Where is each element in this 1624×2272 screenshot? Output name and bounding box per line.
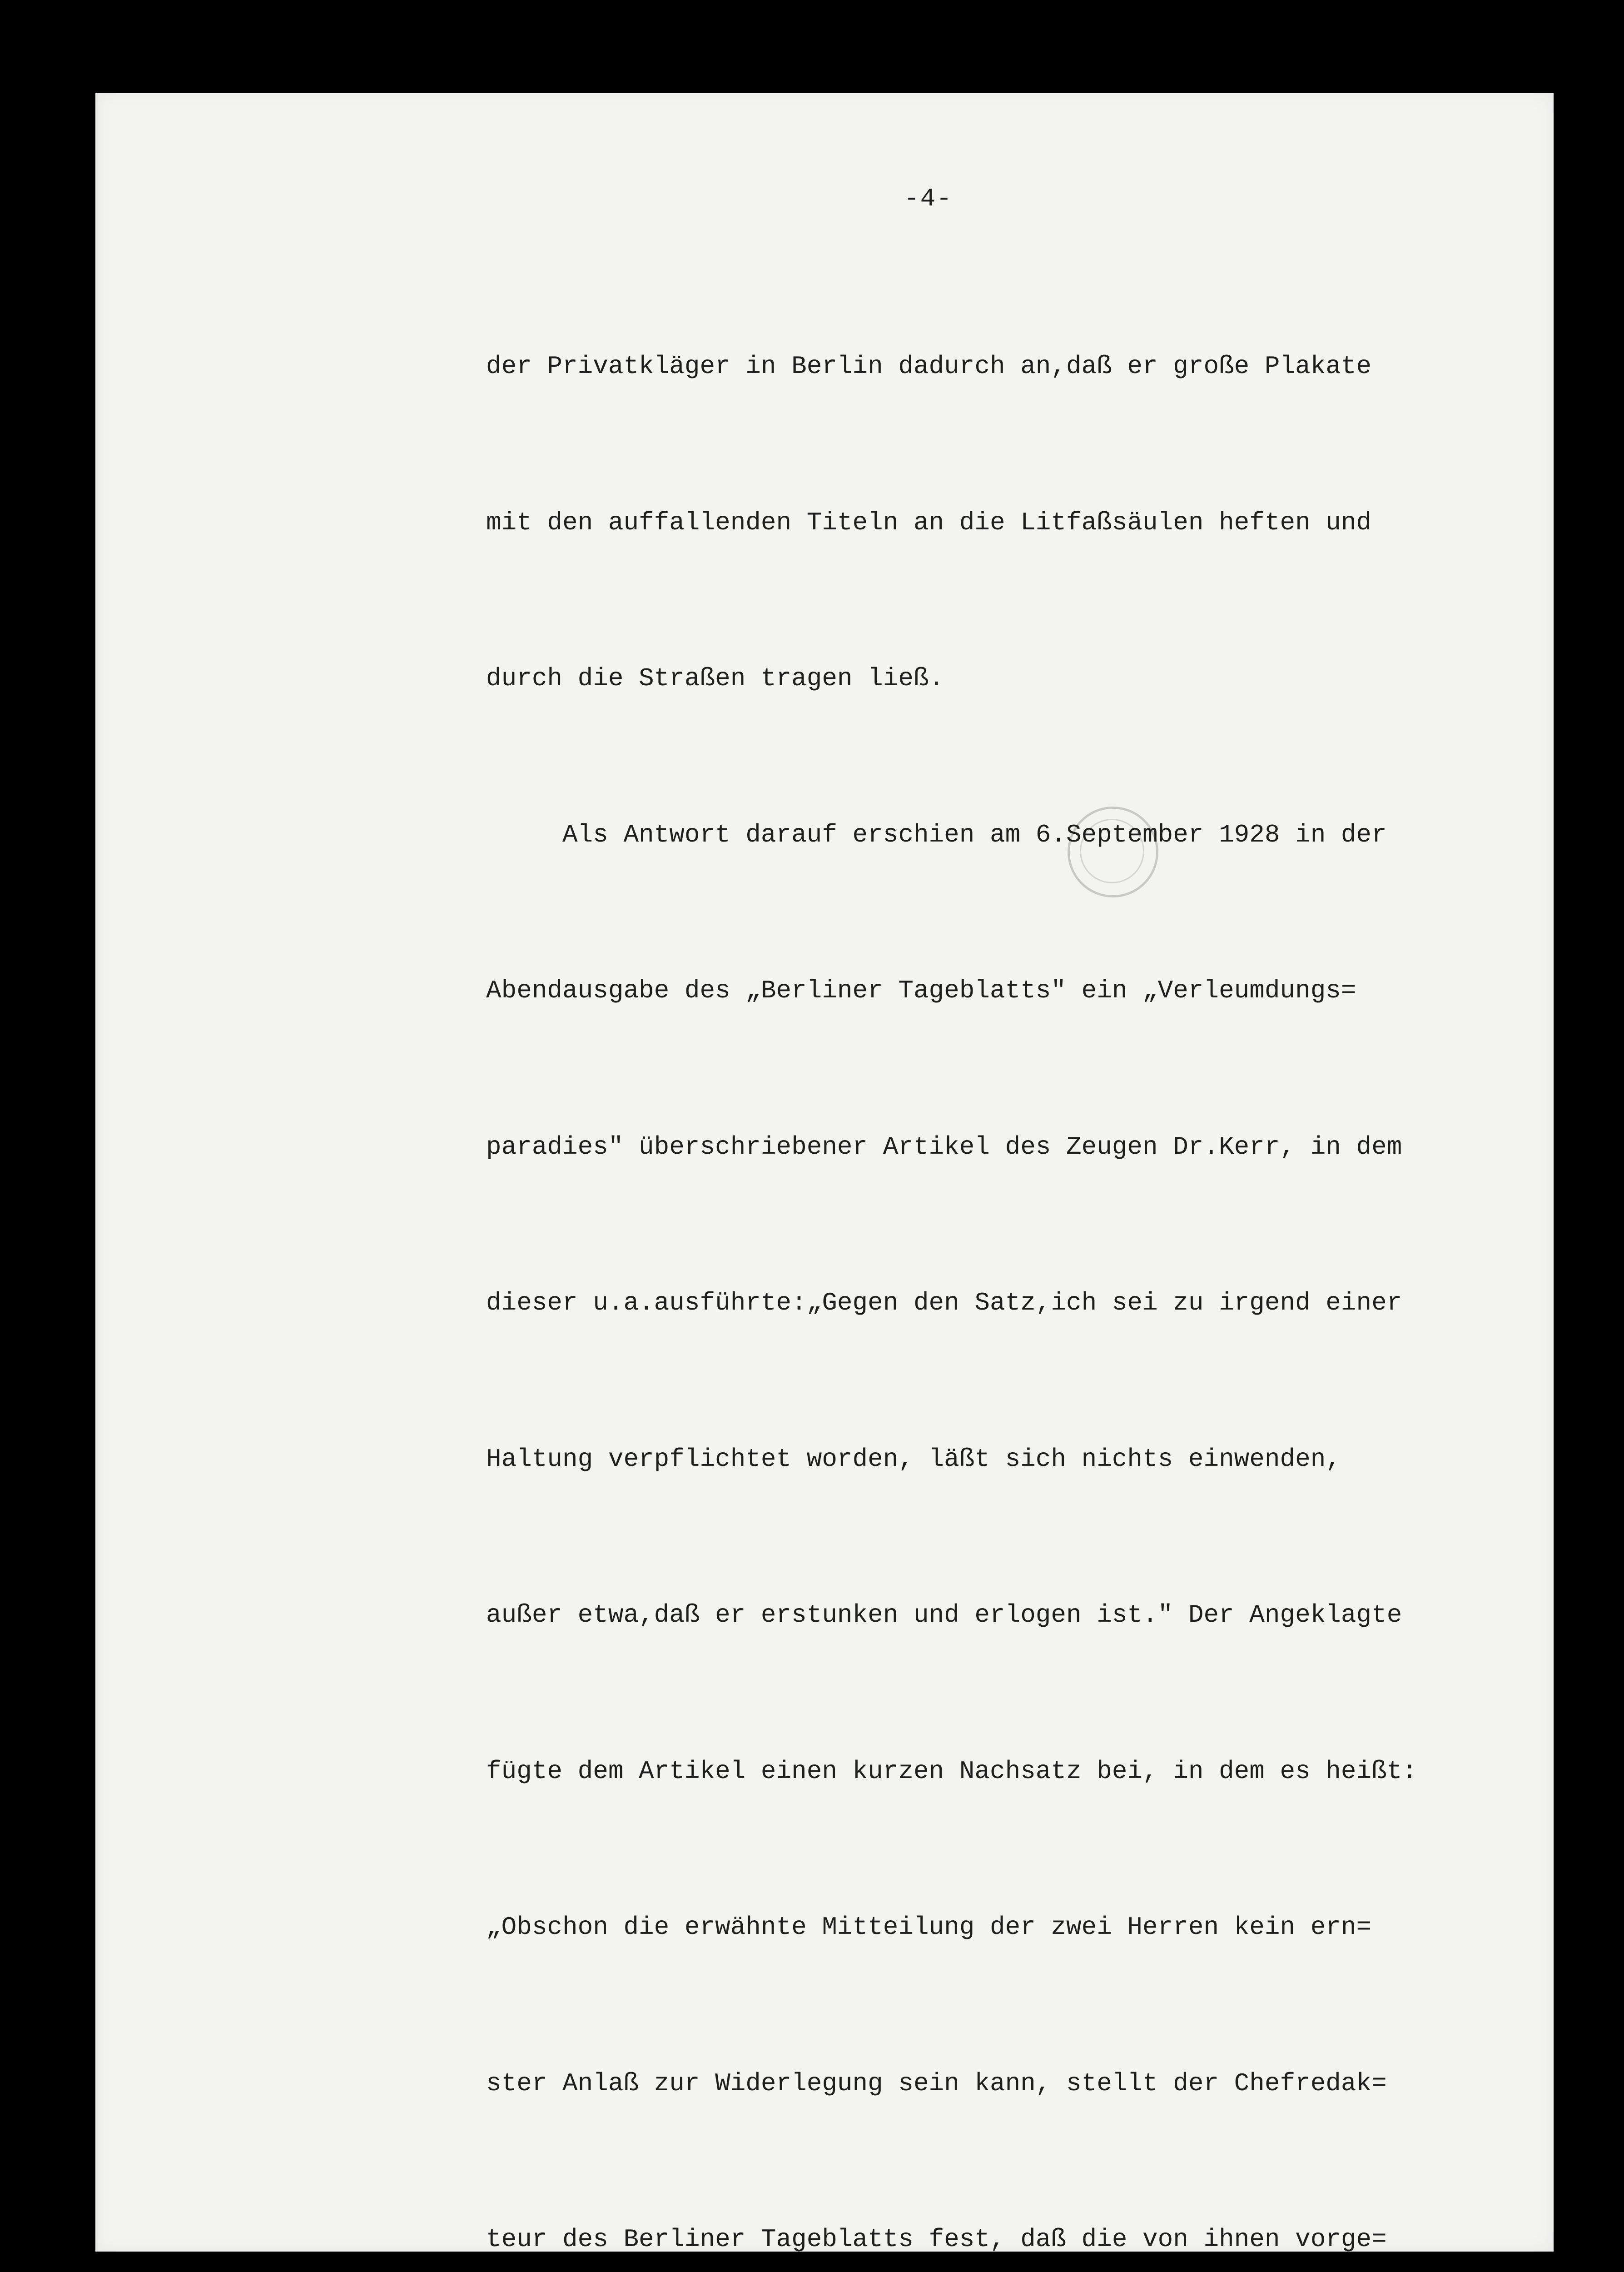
text-line: mit den auffallenden Titeln an die Litfaßsäulen heften und [486,508,1372,537]
text-line: Abendausgabe des „Berliner Tageblatts" ein „Verleumdungs= [486,976,1356,1005]
text-line: dieser u.a.ausführte:„Gegen den Satz,ich sei zu irgend einer [486,1288,1402,1317]
text-line: fügte dem Artikel einen kurzen Nachsatz bei, in dem es heißt: [486,1756,1417,1786]
text-line: paradies" überschriebener Artikel des Zeugen Dr.Kerr, in dem [486,1132,1402,1161]
text-line: außer etwa,daß er erstunken und erlogen ist." Der Angeklagte [486,1600,1402,1629]
text-line: Haltung verpflichtet worden, läßt sich nichts einwenden, [486,1444,1341,1474]
text-line: der Privatkläger in Berlin dadurch an,daß er große Plakate [486,352,1372,381]
text-line: ster Anlaß zur Widerlegung sein kann, stellt der Chefredak= [486,2068,1387,2098]
text-line: „Obschon die erwähnte Mitteilung der zwei Herren kein ern= [486,1913,1372,1942]
text-line: Als Antwort darauf erschien am 6.September 1928 in der [486,820,1387,849]
text-line: durch die Straßen tragen ließ. [486,664,944,693]
body-text [486,236,1526,2272]
text-line: teur des Berliner Tageblatts fest, daß die von ihnen vorge= [486,2225,1387,2254]
page-number: -4- [904,184,953,213]
